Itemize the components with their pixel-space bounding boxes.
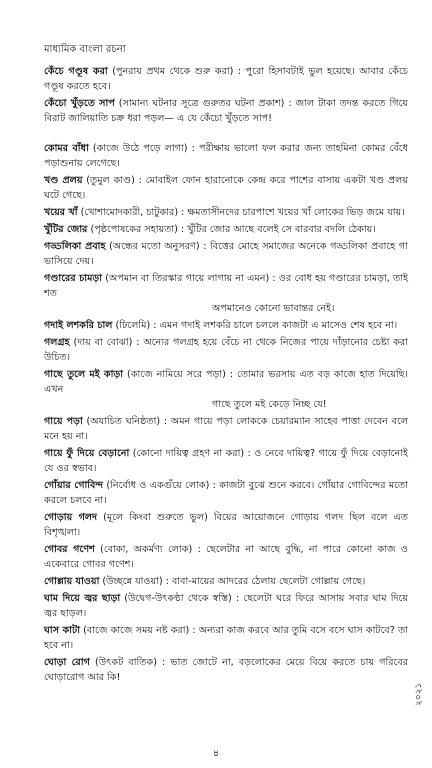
idiom-term: কোমর বাঁধা <box>44 143 89 154</box>
idiom-entry <box>44 173 408 203</box>
idiom-term: গায়ে ফুঁ দিয়ে বেড়ানো <box>44 448 130 459</box>
idiom-example: ছেলেটা ঘরে ফিরে আসায় সবার ঘাম দিয়ে জ্বর ছাড়ল। <box>44 593 408 619</box>
idiom-term: গড্ডলিকা প্রবাহ <box>44 241 106 252</box>
idiom-entry <box>44 574 408 589</box>
idiom-meaning: (অন্ধের মতো অনুসরণ) : <box>105 241 207 252</box>
idiom-meaning: (কাজে নামিয়ে সরে পড়া) : <box>123 369 234 380</box>
idiom-meaning: (খোশামোদকারী, চাটুকার) : <box>77 207 185 218</box>
idiom-term: গদাই লশকরি চাল <box>44 320 113 331</box>
idiom-entry <box>44 367 408 412</box>
idiom-meaning: (বোকা, অকর্মণ্য লোক) : <box>94 544 201 555</box>
idiom-example: অমন গায়ে পড়া লোককে চেয়ারম্যান সাহেব পাত্তা দেবেন বলে মনে হয় না। <box>44 416 408 442</box>
idiom-meaning: (উৎকট বাতিক) : <box>89 657 166 668</box>
idiom-entry <box>44 64 408 94</box>
idiom-meaning: (উচ্ছন্নে যাওয়া) : <box>99 576 169 587</box>
idiom-term: গণ্ডারের চামড়া <box>44 273 103 284</box>
idiom-entry <box>44 414 408 444</box>
idiom-example: বিয়ের আয়োজনে গোড়ায় গলদ ছিল বলে এত বিশৃঙ্খলা। <box>44 512 408 538</box>
idiom-example: ক্ষমতাসীনদের চারপাশে খয়ের খাঁ লোকের ভিড় জমে যায়। <box>184 207 405 218</box>
idiom-meaning: (ঢিলেমি) : <box>112 320 157 331</box>
idiom-term: গলগ্রহ <box>44 337 70 348</box>
idiom-example: পুরো হিসাবটাই ভুল হয়েছে। আবার কেঁচে গণ্ডূষ করতে হবে। <box>44 66 408 92</box>
idiom-entry <box>44 335 408 365</box>
idiom-term: কেঁচে গণ্ডূষ করা <box>44 66 108 77</box>
idiom-meaning: (নির্বোধ ও একগুঁয়ে লোক) : <box>103 480 216 491</box>
idiom-meaning: (সামান্য ঘটনার সূত্রে গুরুতর ঘটনা প্রকাশ) : <box>114 98 292 109</box>
idiom-example: ও নেবে দায়িত্ব? গায়ে ফুঁ দিয়ে বেড়ানোই যে ওর স্বভাব। <box>44 448 408 474</box>
idiom-example: তোমার ভরসায় এত বড় কাজে হাত দিয়েছি। এখন <box>44 369 408 395</box>
idiom-example: জাল টাকা তদন্ত করতে গিয়ে বিরাট জালিয়াতি চক্র ধরা পড়ল— এ যে কেঁচো খুঁড়তে সাপ! <box>44 98 408 124</box>
idiom-entry <box>44 591 408 621</box>
idiom-meaning: (উদ্বেগ-উৎকণ্ঠা থেকে স্বস্তি) : <box>120 593 240 604</box>
idiom-meaning: (পৃষ্ঠপোষকের সহায়তা) : <box>87 224 185 235</box>
idiom-term: গায়ে পড়া <box>44 416 83 427</box>
idiom-meaning: (পুনরায় প্রথম থেকে শুরু করা) : <box>107 66 242 77</box>
idiom-entry <box>44 141 408 171</box>
side-code: ২০২১ <box>414 682 424 706</box>
idiom-meaning: (অপমান বা তিরস্কার গায়ে লাগায় না এমন) : <box>102 273 276 284</box>
idiom-meaning: (তুমুল কাণ্ড) : <box>82 175 142 186</box>
idiom-example: পরীক্ষায় ভালো ফল করার জন্য তাহমিনা কোমর বেঁধে পড়াশুনায় লেগেছে। <box>44 143 408 169</box>
idiom-entry <box>44 478 408 508</box>
idiom-term: খুঁটির জোর <box>44 224 88 235</box>
idiom-example: ভাত জোটে না, বড়লোকের মেয়ে বিয়ে করতে চায় গরিবের ঘোড়ারোগ আর কি! <box>44 657 409 683</box>
idiom-entry <box>44 96 408 126</box>
idiom-meaning: (দায় বা বোঝা) : <box>69 337 140 348</box>
idiom-example: এমন গদাই লশকরি চালে চললে কাজটা এ মাসেও শেষ হবে না। <box>156 320 398 331</box>
idiom-example: বিত্তের মোহে সমাজের অনেকে গড্ডলিকা প্রবাহে গা ভাসিয়ে দেয়। <box>44 241 408 267</box>
idiom-term: গোল্লায় যাওয়া <box>44 576 100 587</box>
idiom-term: গোঁয়ার গোবিন্দ <box>44 480 104 491</box>
idiom-term: গাছে তুলে মই কাড়া <box>44 369 124 380</box>
idiom-term: কেঁচো খুঁড়তে সাপ <box>44 98 115 109</box>
idiom-entry <box>44 623 408 653</box>
idiom-example: বাবা-মায়ের আদরের ঠেলায় ছেলেটা গোল্লায় গেছে। <box>168 576 366 587</box>
idiom-term: ঘাস কাটা <box>44 625 80 636</box>
idiom-entry <box>44 542 408 572</box>
idiom-entry <box>44 446 408 476</box>
idiom-example-continued: গাছে তুলে মই কেড়ে নিচ্ছ যে! <box>212 399 327 410</box>
idiom-example: অন্যরা কাজ করবে আর তুমি বসে বসে ঘাস কাটবে? তা হবে না। <box>44 625 408 651</box>
idiom-term: খণ্ড প্রলয় <box>44 175 83 186</box>
idiom-term: ঘাম দিয়ে জ্বর ছাড়া <box>44 593 121 604</box>
idiom-term: ঘোড়া রোগ <box>44 657 90 668</box>
idiom-term: খয়ের খাঁ <box>44 207 78 218</box>
idiom-example: খুঁটির জোর আছে বলেই সে বারবার বদলি ঠেকায়। <box>184 224 376 235</box>
idiom-example-continued: অপমানেও কোনো ভাবান্তর নেই। <box>212 303 335 314</box>
idiom-meaning: (কোনো দায়িত্ব গ্রহণ না করা) : <box>129 448 251 459</box>
idiom-entry <box>44 271 408 316</box>
idiom-entry <box>44 510 408 540</box>
idiom-example: ছেলেটার না আছে বুদ্ধি, না পারে কোনো কাজ ও একেবারে গোবর গণেশ। <box>44 544 408 570</box>
idiom-entry <box>44 655 408 685</box>
idiom-entry <box>44 205 408 220</box>
idiom-meaning: (কাজে উঠে পড়ে লাগা) : <box>88 143 195 154</box>
idiom-entry <box>44 318 408 333</box>
idiom-example: মোবাইল ফোন হারানোকে কেন্দ্র করে পাশের বাসায় একটা খণ্ড প্রলয় ঘটে গেছে। <box>44 175 408 201</box>
page-number: ৪ <box>212 748 220 759</box>
idiom-meaning: (বাজে কাজে সময় নষ্ট করা) : <box>79 625 196 636</box>
idiom-term: গোড়ায় গলদ <box>44 512 98 523</box>
idiom-example: কাজটা বুঝে শুনে করবে। গোঁয়ার গোবিন্দের মতো করলে চলবে না। <box>44 480 408 506</box>
running-header: মাধ্যমিক বাংলা রচনা <box>44 44 126 55</box>
idiom-entry <box>44 222 408 237</box>
idiom-term: গোবর গণেশ <box>44 544 95 555</box>
idiom-example: অন্যের গলগ্রহ হয়ে বেঁচে না থেকে নিজের পায়ে দাঁড়ানোর চেষ্টা করা উচিত। <box>44 337 408 363</box>
idiom-meaning: (অযাচিত ঘনিষ্ঠতা) : <box>82 416 168 427</box>
idiom-example: ওর বোধ হয় গণ্ডারের চামড়া, তাই শত <box>44 273 408 299</box>
idiom-list <box>44 64 408 687</box>
idiom-meaning: (মূলে কিংবা শুরুতে ভুল) <box>97 512 208 523</box>
idiom-entry <box>44 239 408 269</box>
